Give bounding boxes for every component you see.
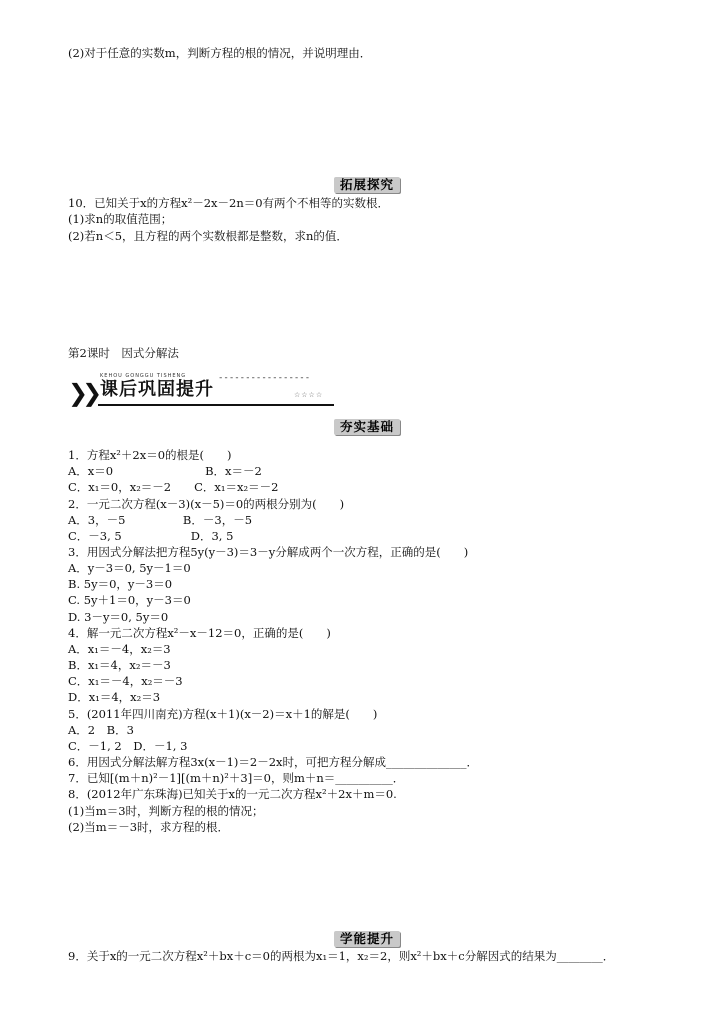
- question-line: B．x₁＝4，x₂＝－3: [68, 658, 171, 672]
- question-line: A．x＝0 B．x＝－2: [68, 464, 262, 478]
- question-line: A．x₁＝－4，x₂＝3: [68, 642, 171, 656]
- banner-tuozhan: 拓展探究: [334, 177, 400, 193]
- q9-last: 9．关于x的一元二次方程x²＋bx＋c＝0的两根为x₁＝1，x₂＝2，则x²＋bx＋c分解因式的结果为________．: [68, 949, 615, 963]
- q10-part2: (2)若n＜5，且方程的两个实数根都是整数，求n的值．: [68, 229, 348, 243]
- question-line: 6．用因式分解法解方程3x(x－1)＝2－2x时，可把方程分解成______________．: [68, 755, 479, 769]
- question-line: 2．一元二次方程(x－3)(x－5)＝0的两根分别为( ): [68, 497, 345, 511]
- section-underline: [98, 404, 334, 406]
- q9-part2: (2)对于任意的实数m，判断方程的根的情况，并说明理由．: [68, 46, 372, 60]
- difficulty-stars: ☆☆☆☆: [294, 391, 324, 399]
- question-line: 4．解一元二次方程x²－x－12＝0，正确的是( ): [68, 626, 331, 640]
- lesson-title: 第2课时 因式分解法: [68, 346, 179, 360]
- section-dashes: -----------------: [218, 373, 311, 383]
- question-line: A．2 B．3: [68, 723, 134, 737]
- question-line: 5．(2011年四川南充)方程(x＋1)(x－2)＝x＋1的解是( ): [68, 707, 378, 721]
- question-line: D．x₁＝4，x₂＝3: [68, 690, 161, 704]
- question-line: D. 3－y＝0, 5y＝0: [68, 610, 169, 624]
- question-line: C．x₁＝－4，x₂＝－3: [68, 674, 183, 688]
- question-line: 3．用因式分解法把方程5y(y－3)＝3－y分解成两个一次方程，正确的是( ): [68, 545, 469, 559]
- question-line: A．3，－5 B．－3，－5: [68, 513, 253, 527]
- section-pinyin: KEHOU GONGGU TISHENG: [100, 373, 187, 379]
- section-header: [68, 373, 334, 407]
- section-title: 课后巩固提升: [100, 379, 214, 400]
- q10-stem: 10．已知关于x的方程x²－2x－2n＝0有两个不相等的实数根．: [68, 196, 390, 210]
- question-line: 1．方程x²＋2x＝0的根是( ): [68, 448, 232, 462]
- question-line: 8．(2012年广东珠海)已知关于x的一元二次方程x²＋2x＋m＝0.: [68, 787, 397, 801]
- question-line: B. 5y＝0，y－3＝0: [68, 577, 173, 591]
- q10-part1: (1)求n的取值范围；: [68, 212, 173, 226]
- double-chevron-icon: ❯❯: [68, 379, 97, 407]
- banner-xueneng: 学能提升: [334, 931, 400, 947]
- question-line: (1)当m＝3时，判断方程的根的情况；: [68, 804, 264, 818]
- question-line: (2)当m＝－3时，求方程的根．: [68, 820, 230, 834]
- question-line: A．y－3＝0, 5y－1＝0: [68, 561, 191, 575]
- question-line: C．x₁＝0，x₂＝－2 C．x₁＝x₂＝－2: [68, 480, 279, 494]
- question-line: C．－3, 5 D．3, 5: [68, 529, 234, 543]
- question-line: 7．已知[(m＋n)²－1][(m＋n)²＋3]＝0，则m＋n＝__________．: [68, 771, 405, 785]
- question-line: C. 5y＋1＝0，y－3＝0: [68, 593, 191, 607]
- banner-hangshi: 夯实基础: [334, 419, 400, 435]
- question-line: C．－1, 2 D．－1, 3: [68, 739, 188, 753]
